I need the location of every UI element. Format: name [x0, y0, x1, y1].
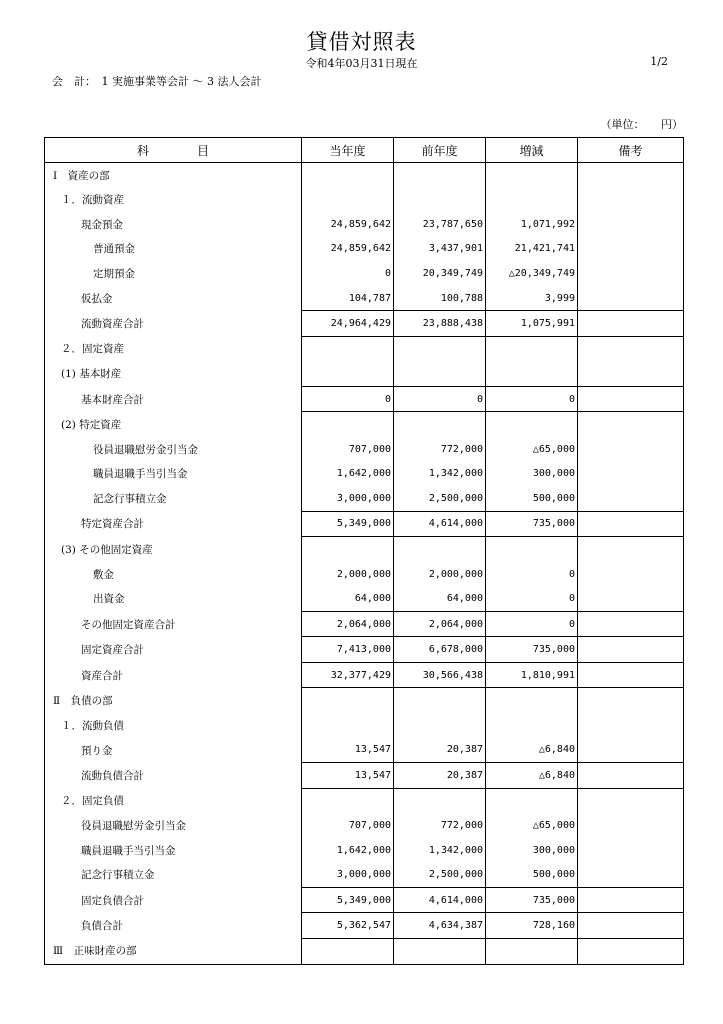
change-value: 21,421,741	[486, 237, 578, 262]
account-label: Ⅲ 正味財産の部	[45, 938, 302, 964]
remarks-cell	[578, 486, 684, 511]
account-label: (3) その他固定資産	[45, 537, 302, 562]
change-value: 1,075,991	[486, 311, 578, 337]
current-year-value: 1,642,000	[302, 838, 394, 863]
current-year-value: 24,964,429	[302, 311, 394, 337]
remarks-cell	[578, 738, 684, 763]
current-year-value: 13,547	[302, 738, 394, 763]
header-change: 増減	[486, 138, 578, 163]
account-label: (2) 特定資産	[45, 412, 302, 437]
previous-year-value: 2,000,000	[394, 562, 486, 587]
account-label: 固定資産合計	[45, 637, 302, 663]
remarks-cell	[578, 862, 684, 887]
current-year-value: 2,064,000	[302, 611, 394, 637]
current-year-value	[302, 938, 394, 964]
change-value: △6,840	[486, 738, 578, 763]
previous-year-value: 20,387	[394, 738, 486, 763]
remarks-cell	[578, 838, 684, 863]
account-label: 特定資産合計	[45, 511, 302, 537]
previous-year-value: 0	[394, 386, 486, 412]
page-number: 1/2	[650, 55, 668, 68]
remarks-cell	[578, 412, 684, 437]
remarks-cell	[578, 637, 684, 663]
remarks-cell	[578, 586, 684, 611]
table-row	[45, 163, 684, 188]
remarks-cell	[578, 212, 684, 237]
change-value: 0	[486, 586, 578, 611]
header-remarks: 備考	[578, 138, 684, 163]
current-year-value	[302, 788, 394, 813]
account-label: 現金預金	[45, 212, 302, 237]
previous-year-value	[394, 412, 486, 437]
previous-year-value: 20,387	[394, 763, 486, 789]
current-year-value	[302, 361, 394, 386]
previous-year-value	[394, 537, 486, 562]
change-value	[486, 188, 578, 213]
current-year-value: 3,000,000	[302, 486, 394, 511]
remarks-cell	[578, 562, 684, 587]
remarks-cell	[578, 261, 684, 286]
table-row	[45, 562, 684, 587]
current-year-value: 0	[302, 386, 394, 412]
account-label: (1) 基本財産	[45, 361, 302, 386]
account-label: その他固定資産合計	[45, 611, 302, 637]
change-value: △65,000	[486, 437, 578, 462]
remarks-cell	[578, 462, 684, 487]
current-year-value	[302, 537, 394, 562]
previous-year-value	[394, 688, 486, 713]
current-year-value: 104,787	[302, 286, 394, 311]
current-year-value: 24,859,642	[302, 212, 394, 237]
account-label: 基本財産合計	[45, 386, 302, 412]
table-row	[45, 212, 684, 237]
table-row	[45, 261, 684, 286]
remarks-cell	[578, 163, 684, 188]
table-row	[45, 386, 684, 412]
previous-year-value: 4,614,000	[394, 511, 486, 537]
previous-year-value	[394, 788, 486, 813]
change-value: △65,000	[486, 813, 578, 838]
table-row	[45, 838, 684, 863]
change-value	[486, 713, 578, 738]
remarks-cell	[578, 611, 684, 637]
account-label: 記念行事積立金	[45, 862, 302, 887]
change-value: 728,160	[486, 913, 578, 939]
change-value: 0	[486, 562, 578, 587]
change-value: 300,000	[486, 838, 578, 863]
previous-year-value: 20,349,749	[394, 261, 486, 286]
account-label: 記念行事積立金	[45, 486, 302, 511]
current-year-value: 707,000	[302, 437, 394, 462]
current-year-value	[302, 412, 394, 437]
remarks-cell	[578, 437, 684, 462]
account-label: 出資金	[45, 586, 302, 611]
account-label: 普通預金	[45, 237, 302, 262]
previous-year-value	[394, 938, 486, 964]
table-row	[45, 862, 684, 887]
table-row	[45, 813, 684, 838]
remarks-cell	[578, 361, 684, 386]
table-row	[45, 311, 684, 337]
change-value	[486, 336, 578, 361]
remarks-cell	[578, 286, 684, 311]
change-value	[486, 788, 578, 813]
previous-year-value: 772,000	[394, 437, 486, 462]
header-previous-year: 前年度	[394, 138, 486, 163]
account-label: 資産合計	[45, 662, 302, 688]
table-row	[45, 887, 684, 913]
current-year-value: 64,000	[302, 586, 394, 611]
previous-year-value	[394, 163, 486, 188]
table-row	[45, 486, 684, 511]
remarks-cell	[578, 511, 684, 537]
remarks-cell	[578, 763, 684, 789]
table-row	[45, 188, 684, 213]
current-year-value: 5,349,000	[302, 887, 394, 913]
current-year-value	[302, 188, 394, 213]
previous-year-value: 30,566,438	[394, 662, 486, 688]
balance-sheet-table	[44, 137, 684, 965]
account-label: 流動負債合計	[45, 763, 302, 789]
account-label: 仮払金	[45, 286, 302, 311]
remarks-cell	[578, 662, 684, 688]
current-year-value: 0	[302, 261, 394, 286]
header-current-year: 当年度	[302, 138, 394, 163]
current-year-value	[302, 688, 394, 713]
remarks-cell	[578, 788, 684, 813]
account-label: １．流動負債	[45, 713, 302, 738]
change-value: 1,071,992	[486, 212, 578, 237]
previous-year-value: 6,678,000	[394, 637, 486, 663]
account-label: Ⅱ 負債の部	[45, 688, 302, 713]
document-title: 貸借対照表	[306, 30, 417, 54]
table-row	[45, 511, 684, 537]
remarks-cell	[578, 311, 684, 337]
change-value: 0	[486, 611, 578, 637]
change-value: 1,810,991	[486, 662, 578, 688]
table-body	[45, 163, 684, 965]
current-year-value: 1,642,000	[302, 462, 394, 487]
account-label: 役員退職慰労金引当金	[45, 437, 302, 462]
account-label: 職員退職手当引当金	[45, 838, 302, 863]
previous-year-value: 4,614,000	[394, 887, 486, 913]
account-label: 預り金	[45, 738, 302, 763]
unit-label: （単位： 円）	[600, 118, 683, 131]
change-value	[486, 163, 578, 188]
current-year-value: 13,547	[302, 763, 394, 789]
table-row	[45, 537, 684, 562]
account-label: 役員退職慰労金引当金	[45, 813, 302, 838]
current-year-value: 707,000	[302, 813, 394, 838]
remarks-cell	[578, 336, 684, 361]
table-row	[45, 237, 684, 262]
previous-year-value: 2,500,000	[394, 862, 486, 887]
previous-year-value	[394, 361, 486, 386]
current-year-value: 2,000,000	[302, 562, 394, 587]
table-row	[45, 763, 684, 789]
change-value: 3,999	[486, 286, 578, 311]
account-label: 負債合計	[45, 913, 302, 939]
table-header-row	[45, 138, 684, 163]
previous-year-value: 2,064,000	[394, 611, 486, 637]
previous-year-value: 1,342,000	[394, 838, 486, 863]
remarks-cell	[578, 688, 684, 713]
account-label: 職員退職手当引当金	[45, 462, 302, 487]
previous-year-value: 23,787,650	[394, 212, 486, 237]
previous-year-value: 64,000	[394, 586, 486, 611]
remarks-cell	[578, 713, 684, 738]
table-row	[45, 286, 684, 311]
current-year-value	[302, 163, 394, 188]
account-label: 固定負債合計	[45, 887, 302, 913]
table-row	[45, 688, 684, 713]
account-label: Ⅰ 資産の部	[45, 163, 302, 188]
remarks-cell	[578, 237, 684, 262]
table-row	[45, 437, 684, 462]
remarks-cell	[578, 813, 684, 838]
change-value	[486, 537, 578, 562]
table-row	[45, 637, 684, 663]
table-row	[45, 788, 684, 813]
change-value: 0	[486, 386, 578, 412]
account-label: 流動資産合計	[45, 311, 302, 337]
report-date: 令和4年03月31日現在	[305, 57, 418, 70]
table-row	[45, 412, 684, 437]
account-label: １．流動資産	[45, 188, 302, 213]
table-row	[45, 938, 684, 964]
previous-year-value: 23,888,438	[394, 311, 486, 337]
change-value: △20,349,749	[486, 261, 578, 286]
change-value: 500,000	[486, 486, 578, 511]
current-year-value	[302, 713, 394, 738]
previous-year-value	[394, 336, 486, 361]
previous-year-value: 4,634,387	[394, 913, 486, 939]
previous-year-value	[394, 713, 486, 738]
previous-year-value: 772,000	[394, 813, 486, 838]
change-value	[486, 938, 578, 964]
change-value	[486, 361, 578, 386]
current-year-value: 7,413,000	[302, 637, 394, 663]
remarks-cell	[578, 188, 684, 213]
accounting-scope: 会 計： 1 実施事業等会計 ～ 3 法人会計	[52, 75, 262, 88]
table-row	[45, 713, 684, 738]
remarks-cell	[578, 887, 684, 913]
remarks-cell	[578, 913, 684, 939]
current-year-value: 24,859,642	[302, 237, 394, 262]
previous-year-value: 1,342,000	[394, 462, 486, 487]
current-year-value: 3,000,000	[302, 862, 394, 887]
account-label: ２．固定資産	[45, 336, 302, 361]
change-value: 735,000	[486, 511, 578, 537]
previous-year-value	[394, 188, 486, 213]
remarks-cell	[578, 386, 684, 412]
table-row	[45, 611, 684, 637]
table-row	[45, 586, 684, 611]
change-value: 735,000	[486, 887, 578, 913]
table-row	[45, 462, 684, 487]
change-value: 500,000	[486, 862, 578, 887]
account-label: ２．固定負債	[45, 788, 302, 813]
current-year-value: 5,362,547	[302, 913, 394, 939]
account-label: 定期預金	[45, 261, 302, 286]
account-label: 敷金	[45, 562, 302, 587]
remarks-cell	[578, 938, 684, 964]
change-value: 300,000	[486, 462, 578, 487]
table-row	[45, 336, 684, 361]
previous-year-value: 3,437,901	[394, 237, 486, 262]
table-row	[45, 913, 684, 939]
remarks-cell	[578, 537, 684, 562]
change-value	[486, 412, 578, 437]
header-account: 科 目	[45, 138, 302, 163]
table-row	[45, 738, 684, 763]
current-year-value: 32,377,429	[302, 662, 394, 688]
table-row	[45, 662, 684, 688]
previous-year-value: 2,500,000	[394, 486, 486, 511]
change-value: 735,000	[486, 637, 578, 663]
change-value	[486, 688, 578, 713]
previous-year-value: 100,788	[394, 286, 486, 311]
current-year-value	[302, 336, 394, 361]
table-row	[45, 361, 684, 386]
change-value: △6,840	[486, 763, 578, 789]
current-year-value: 5,349,000	[302, 511, 394, 537]
